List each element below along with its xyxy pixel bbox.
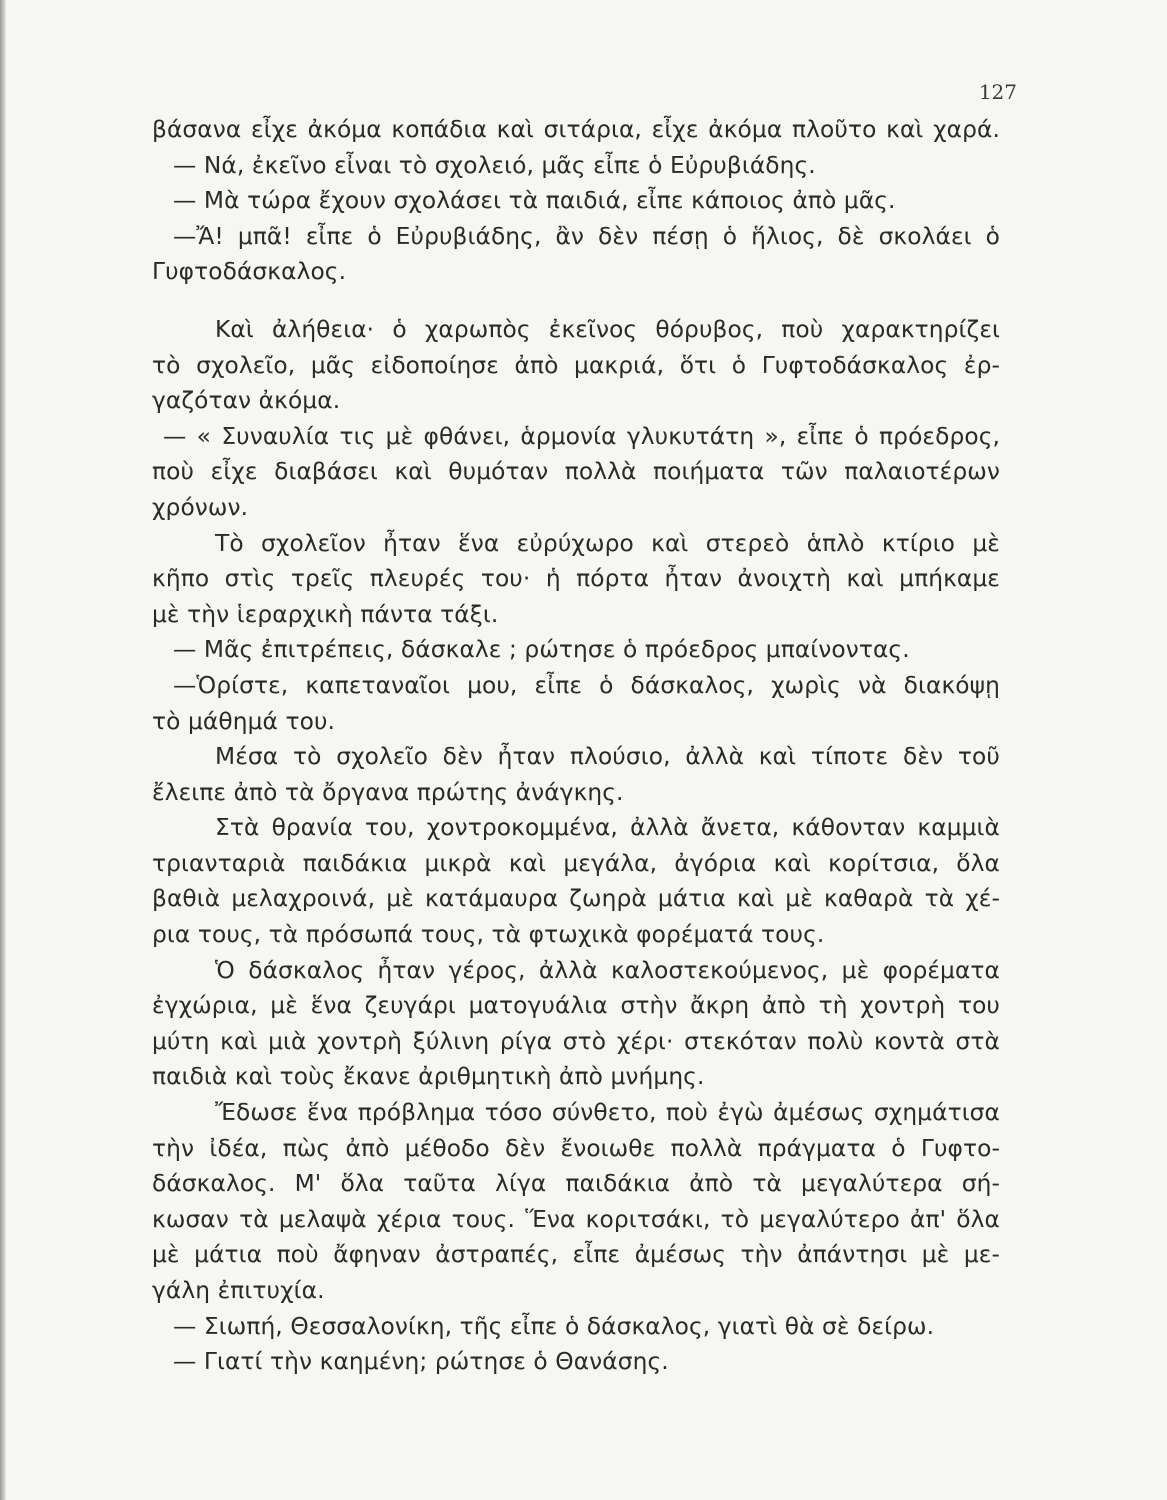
text-line: βαθιὰ μελαχροινά, μὲ κατάμαυρα ζωηρὰ μάτια καὶ μὲ καθαρὰ τὰ χέ-	[152, 885, 1000, 913]
text-line: Γυφτοδάσκαλος.	[152, 258, 347, 286]
text-line: δάσκαλος. Μ' ὅλα ταῦτα λίγα παιδάκια ἀπὸ τὰ μεγαλύτερα σή-	[152, 1170, 1000, 1198]
text-line: μὲ τὴν ἱεραρχικὴ πάντα τάξι.	[152, 600, 499, 628]
text-line: τὴν ἰδέα, πὼς ἀπὸ μέθοδο δὲν ἔνοιωθε πολλὰ πράγματα ὁ Γυφτο-	[152, 1134, 1000, 1162]
text-line: κωσαν τὰ μελαψὰ χέρια τους. Ἕνα κοριτσάκι, τὸ μεγαλύτερο ἀπ' ὅλα	[152, 1205, 1000, 1233]
text-line: μύτη καὶ μιὰ χοντρὴ ξύλινη ρίγα στὸ χέρι· στεκόταν πολὺ κοντὰ στὰ	[152, 1027, 1000, 1055]
text-line: χρόνων.	[152, 493, 249, 521]
text-line: — Μὰ τώρα ἔχουν σχολάσει τὰ παιδιά, εἶπε κάποιος ἀπὸ μᾶς.	[173, 187, 896, 215]
text-line: παιδιὰ καὶ τοὺς ἔκανε ἀριθμητικὴ ἀπὸ μνήμης.	[152, 1063, 705, 1091]
text-line: Ἔδωσε ἕνα πρόβλημα τόσο σύνθετο, ποὺ ἐγὼ ἀμέσως σχημάτισα	[215, 1099, 1000, 1127]
text-line: — Νά, ἐκεῖνο εἶναι τὸ σχολειό, μᾶς εἶπε ὁ Εὐρυβιάδης.	[173, 151, 816, 179]
text-line: τὸ σχολεῖο, μᾶς εἰδοποίησε ἀπὸ μακριά, ὅτι ὁ Γυφτοδάσκαλος ἐρ-	[152, 351, 1000, 379]
text-line: γαζόταν ἀκόμα.	[152, 387, 341, 415]
text-line: βάσανα εἶχε ἀκόμα κοπάδια καὶ σιτάρια, εἶχε ἀκόμα πλοῦτο καὶ χαρά.	[152, 116, 1000, 143]
text-line: —Ὁρίστε, καπεταναῖοι μου, εἶπε ὁ δάσκαλος, χωρὶς νὰ διακόψῃ	[173, 671, 1000, 699]
text-line: ἔλειπε ἀπὸ τὰ ὄργανα πρώτης ἀνάγκης.	[152, 778, 624, 806]
text-line: —Ἄ! μπᾶ! εἶπε ὁ Εὐρυβιάδης, ἂν δὲν πέσῃ ὁ ἥλιος, δὲ σκολάει ὁ	[173, 222, 1000, 250]
text-line: — Μᾶς ἐπιτρέπεις, δάσκαλε ; ρώτησε ὁ πρόεδρος μπαίνοντας.	[173, 636, 910, 664]
text-line: — Γιατί τὴν καημένη; ρώτησε ὁ Θανάσης.	[173, 1348, 669, 1376]
text-line: τὸ μάθημά του.	[152, 707, 336, 735]
text-line: ρια τους, τὰ πρόσωπά τους, τὰ φτωχικὰ φορέματά τους.	[152, 921, 825, 949]
text-line: ἐγχώρια, μὲ ἕνα ζευγάρι ματογυάλια στὴν ἄκρη ἀπὸ τὴ χοντρὴ του	[152, 992, 1000, 1020]
text-line: γάλη ἐπιτυχία.	[152, 1277, 325, 1304]
text-line: κῆπο στὶς τρεῖς πλευρές του· ἡ πόρτα ἦταν ἀνοιχτὴ καὶ μπήκαμε	[152, 565, 1000, 593]
page-edge-shadow	[0, 0, 6, 1500]
body-text	[152, 112, 1000, 1380]
text-line: μὲ μάτια ποὺ ἄφηναν ἀστραπές, εἶπε ἀμέσως τὴν ἀπάντησι μὲ με-	[152, 1241, 1000, 1269]
text-line: Στὰ θρανία του, χοντροκομμένα, ἀλλὰ ἄνετα, κάθονταν καμμιὰ	[215, 814, 1000, 842]
page-number: 127	[978, 80, 1017, 104]
text-line: ποὺ εἶχε διαβάσει καὶ θυμόταν πολλὰ ποιήματα τῶν παλαιοτέρων	[152, 458, 1000, 486]
text-line: Ὁ δάσκαλος ἦταν γέρος, ἀλλὰ καλοστεκούμενος, μὲ φορέματα	[215, 956, 1000, 984]
paragraph-gap	[152, 290, 1000, 312]
text-line: Μέσα τὸ σχολεῖο δὲν ἦταν πλούσιο, ἀλλὰ καὶ τίποτε δὲν τοῦ	[215, 743, 1000, 771]
text-line: τριανταριὰ παιδάκια μικρὰ καὶ μεγάλα, ἀγόρια καὶ κορίτσια, ὅλα	[152, 849, 1000, 877]
text-line: Καὶ ἀλήθεια· ὁ χαρωπὸς ἐκεῖνος θόρυβος, ποὺ χαρακτηρίζει	[215, 315, 1000, 343]
text-line: Τὸ σχολεῖον ἦταν ἕνα εὐρύχωρο καὶ στερεὸ ἁπλὸ κτίριο μὲ	[215, 529, 1000, 557]
text-line: — « Συναυλία τις μὲ φθάνει, ἁρμονία γλυκυτάτη », εἶπε ὁ πρόεδρος,	[163, 422, 1000, 450]
text-line: — Σιωπή, Θεσσαλονίκη, τῆς εἶπε ὁ δάσκαλος, γιατὶ θὰ σὲ δείρω.	[173, 1312, 935, 1340]
